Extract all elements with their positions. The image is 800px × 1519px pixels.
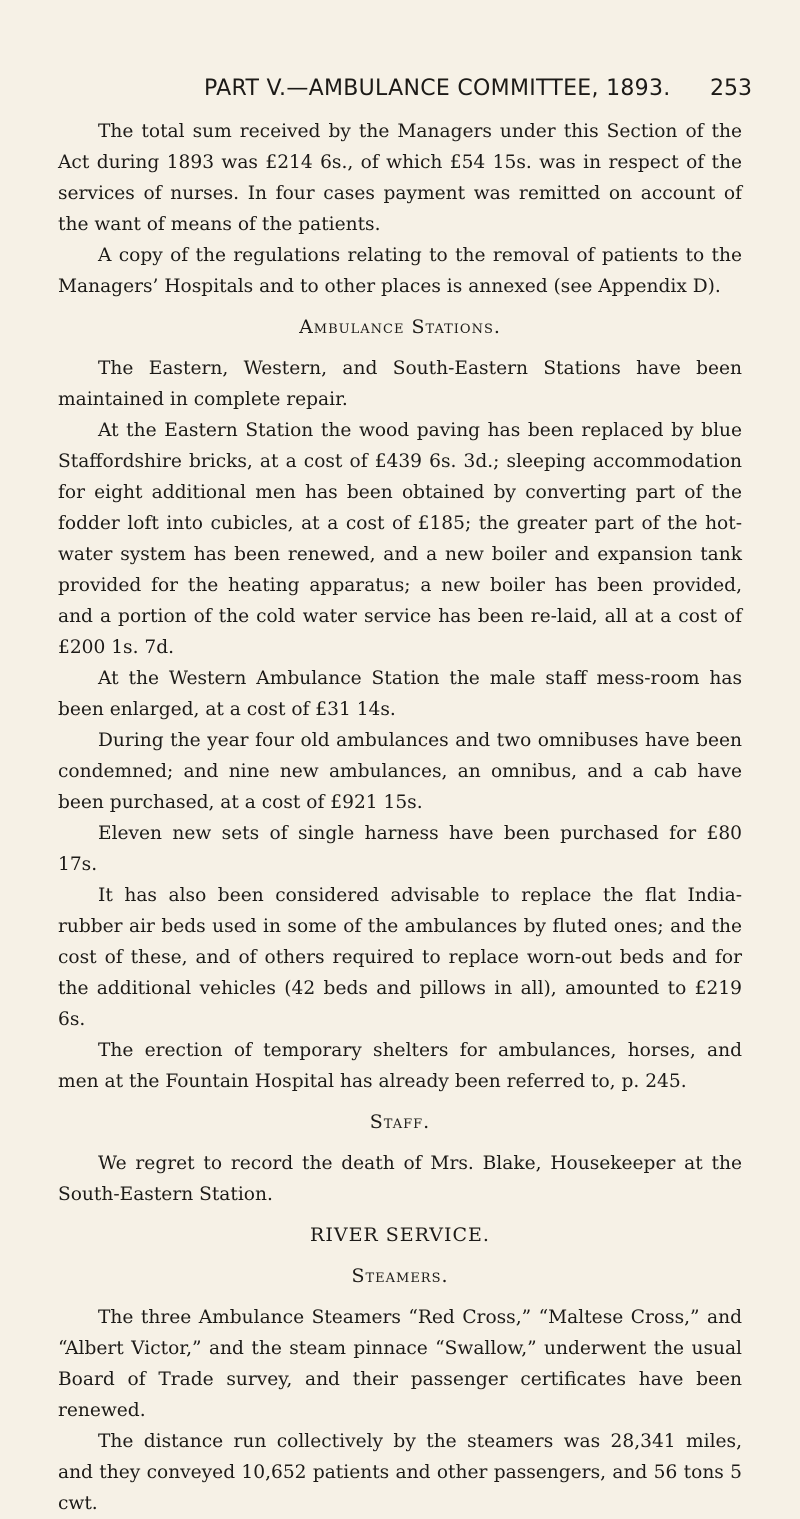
paragraph: The distance run collectively by the steamers was 28,341 miles, and they conveyed 10,652 patients and other passengers, and 56 tons 5 cwt. — [58, 1431, 742, 1514]
paragraph: The Eastern, Western, and South-Eastern Stations have been maintained in complete repair. — [58, 358, 742, 410]
paragraph: A copy of the regulations relating to the removal of patients to the Managers’ Hospitals and to other places is annexed (see Appendix D). — [58, 245, 742, 297]
body-text — [58, 116, 742, 1519]
section-heading-river-service: RIVER SERVICE. — [310, 1224, 490, 1246]
page-header — [58, 76, 752, 106]
paragraph: Eleven new sets of single harness have been purchased for £80 17s. — [58, 823, 742, 875]
paragraph: During the year four old ambulances and two omnibuses have been condemned; and nine new ambulances, an omnibus, and a cab have been purchased, at a cost of £921 15s. — [58, 730, 742, 813]
section-heading-steamers: Steamers. — [351, 1265, 449, 1287]
paragraph: At the Eastern Station the wood paving has been replaced by blue Staffordshire bricks, at a cost of £439 6s. 3d.; sleeping accommodation for eight additional men has been obtained by converting part of the fodder loft into cubicles, at a cost of £185; the greater part of the hot-water system has been renewed, and a new boiler and expansion tank provided for the heating apparatus; a new boiler has been provided, and a portion of the cold water service has been re-laid, all at a cost of £200 1s. 7d. — [58, 420, 742, 658]
section-heading-ambulance-stations: Ambulance Stations. — [299, 316, 501, 338]
paragraph: The total sum received by the Managers under this Section of the Act during 1893 was £214 6s., of which £54 15s. was in respect of the services of nurses. In four cases payment was remitted on account of the want of means of the patients. — [58, 121, 742, 235]
page-number: 253 — [710, 76, 752, 101]
paragraph: The erection of temporary shelters for ambulances, horses, and men at the Fountain Hospital has already been referred to, p. 245. — [58, 1040, 742, 1092]
paragraph: It has also been considered advisable to replace the flat India-rubber air beds used in some of the ambulances by fluted ones; and the cost of these, and of others required to replace worn-out beds and for the additional vehicles (42 beds and pillows in all), amounted to £219 6s. — [58, 885, 742, 1030]
paragraph: We regret to record the death of Mrs. Blake, Housekeeper at the South-Eastern Station. — [58, 1153, 742, 1205]
paragraph: At the Western Ambulance Station the male staff mess-room has been enlarged, at a cost of £31 14s. — [58, 668, 742, 720]
section-heading-staff: Staff. — [369, 1111, 431, 1133]
running-title: PART V.—AMBULANCE COMMITTEE, 1893. — [204, 76, 671, 101]
paragraph: The three Ambulance Steamers “Red Cross,” “Maltese Cross,” and “Albert Victor,” and the steam pinnace “Swallow,” underwent the usual Board of Trade survey, and their passenger certificates have been renewed. — [58, 1307, 742, 1421]
